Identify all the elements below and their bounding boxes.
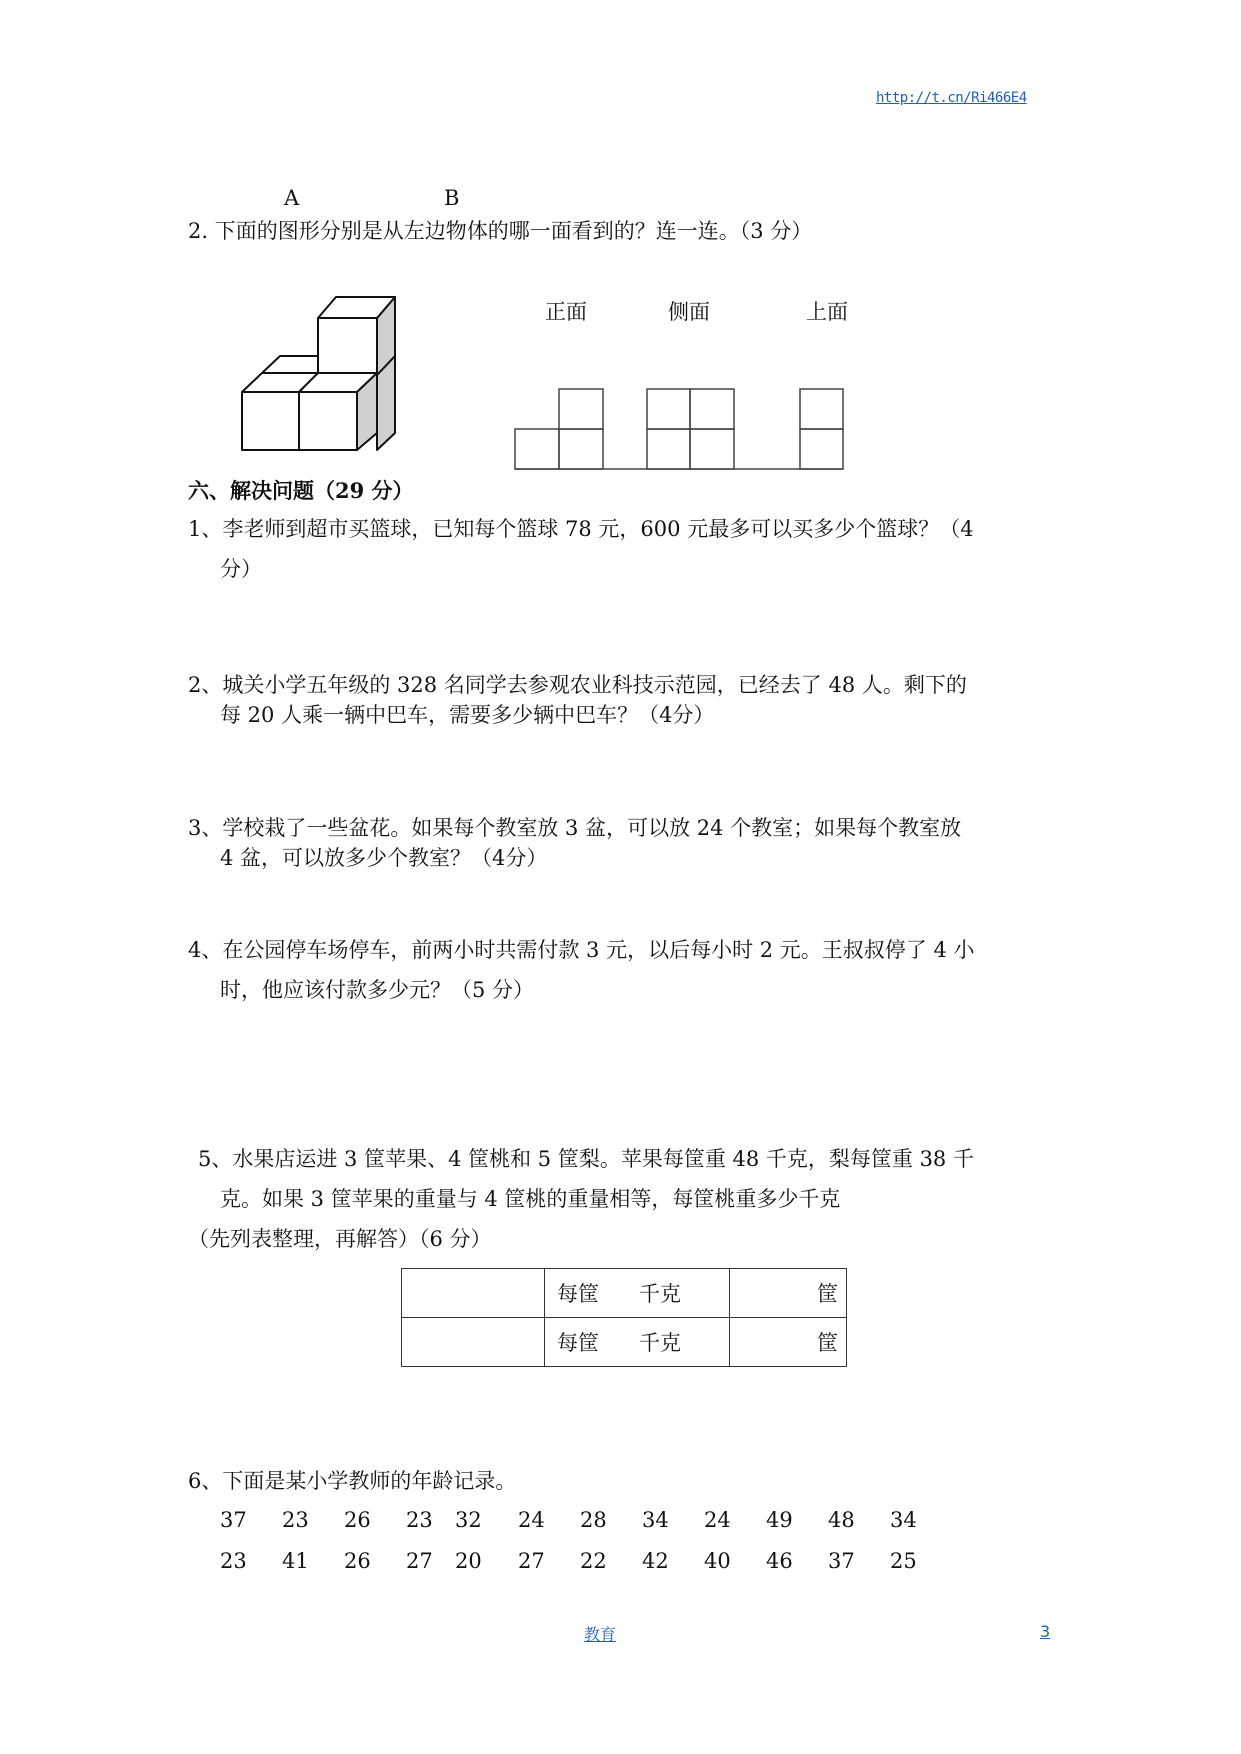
kilogram-label: 千克 <box>639 1282 681 1306</box>
option-label-a: A <box>284 186 300 210</box>
age-value: 48 <box>828 1508 855 1532</box>
age-value: 25 <box>890 1549 917 1573</box>
grid-cell <box>559 429 603 469</box>
age-value: 24 <box>704 1508 731 1532</box>
question-6-text: 6、下面是某小学教师的年龄记录。 <box>188 1469 517 1493</box>
cube-front-face <box>299 392 357 450</box>
age-value: 37 <box>220 1508 247 1532</box>
problem-1-line-2: 分） <box>220 557 262 581</box>
table-row <box>402 1318 847 1367</box>
table-row <box>402 1269 847 1318</box>
age-value: 26 <box>344 1508 371 1532</box>
age-value: 23 <box>282 1508 309 1532</box>
view-grids <box>515 389 843 469</box>
problem-3-line-1: 3、学校栽了一些盆花。如果每个教室放 3 盆，可以放 24 个教室；如果每个教室放 <box>188 816 962 840</box>
age-value: 22 <box>580 1549 607 1573</box>
per-basket-label: 每筐 <box>557 1331 599 1355</box>
table-cell-blank[interactable] <box>402 1318 545 1367</box>
view-label-top: 上面 <box>806 300 848 324</box>
age-value: 27 <box>406 1549 433 1573</box>
grid-cell <box>559 389 603 429</box>
age-value: 20 <box>455 1549 482 1573</box>
view-label-front: 正面 <box>545 300 587 324</box>
age-value: 41 <box>282 1549 309 1573</box>
problem-5-line-2: 克。如果 3 筐苹果的重量与 4 筐桃的重量相等，每筐桃重多少千克 <box>220 1187 841 1211</box>
per-basket-label: 每筐 <box>557 1282 599 1306</box>
table-cell-per-basket <box>545 1269 730 1318</box>
footer-link[interactable]: 教育 <box>584 1625 617 1644</box>
problem-3-line-2: 4 盆，可以放多少个教室？（4分） <box>220 846 548 870</box>
problem-5-line-3: （先列表整理，再解答）（6 分） <box>188 1227 492 1251</box>
grid-cell <box>800 429 843 469</box>
grid-cell <box>800 389 843 429</box>
age-value: 46 <box>766 1549 793 1573</box>
problem-5-line-1: 5、水果店运进 3 筐苹果、4 筐桃和 5 筐梨。苹果每筐重 48 千克，梨每筐重 38 千 <box>198 1147 974 1171</box>
age-value: 27 <box>518 1549 545 1573</box>
table-cell-baskets: 筐 <box>730 1318 847 1367</box>
section-title: 六、解决问题（29 分） <box>188 478 414 503</box>
view-label-side: 侧面 <box>668 300 710 324</box>
problem-4-line-1: 4、在公园停车场停车，前两小时共需付款 3 元，以后每小时 2 元。王叔叔停了 4 小 <box>188 938 975 962</box>
problem-2-line-2: 每 20 人乘一辆中巴车，需要多少辆中巴车？（4分） <box>220 703 715 727</box>
page-number[interactable]: 3 <box>1040 1622 1051 1641</box>
cube-stack-figure <box>0 0 1241 500</box>
age-value: 40 <box>704 1549 731 1573</box>
question-2-text: 2. 下面的图形分别是从左边物体的哪一面看到的？连一连。（3 分） <box>188 219 813 243</box>
table-cell-baskets: 筐 <box>730 1269 847 1318</box>
age-value: 23 <box>406 1508 433 1532</box>
age-value: 42 <box>642 1549 669 1573</box>
age-value: 26 <box>344 1549 371 1573</box>
kilogram-label: 千克 <box>639 1331 681 1355</box>
age-value: 34 <box>890 1508 917 1532</box>
problem-2-line-1: 2、城关小学五年级的 328 名同学去参观农业科技示范园，已经去了 48 人。剩下的 <box>188 673 967 697</box>
age-value: 28 <box>580 1508 607 1532</box>
age-value: 37 <box>828 1549 855 1573</box>
age-value: 24 <box>518 1508 545 1532</box>
grid-cell <box>647 429 690 469</box>
age-value: 34 <box>642 1508 669 1532</box>
grid-cell <box>515 429 559 469</box>
problem-1-line-1: 1、李老师到超市买篮球，已知每个篮球 78 元，600 元最多可以买多少个篮球？（4 <box>188 517 974 541</box>
table-cell-blank[interactable] <box>402 1269 545 1318</box>
option-label-b: B <box>444 186 460 210</box>
table-cell-per-basket <box>545 1318 730 1367</box>
cube-front-face <box>318 318 377 375</box>
grid-cell <box>690 389 734 429</box>
fruit-table <box>401 1268 847 1367</box>
problem-4-line-2: 时，他应该付款多少元？（5 分） <box>220 978 535 1002</box>
age-value: 49 <box>766 1508 793 1532</box>
age-value: 32 <box>455 1508 482 1532</box>
header-url-link[interactable]: http://t.cn/Ri466E4 <box>876 90 1027 106</box>
cube-front-face <box>242 392 299 450</box>
grid-cell <box>690 429 734 469</box>
grid-cell <box>647 389 690 429</box>
age-value: 23 <box>220 1549 247 1573</box>
